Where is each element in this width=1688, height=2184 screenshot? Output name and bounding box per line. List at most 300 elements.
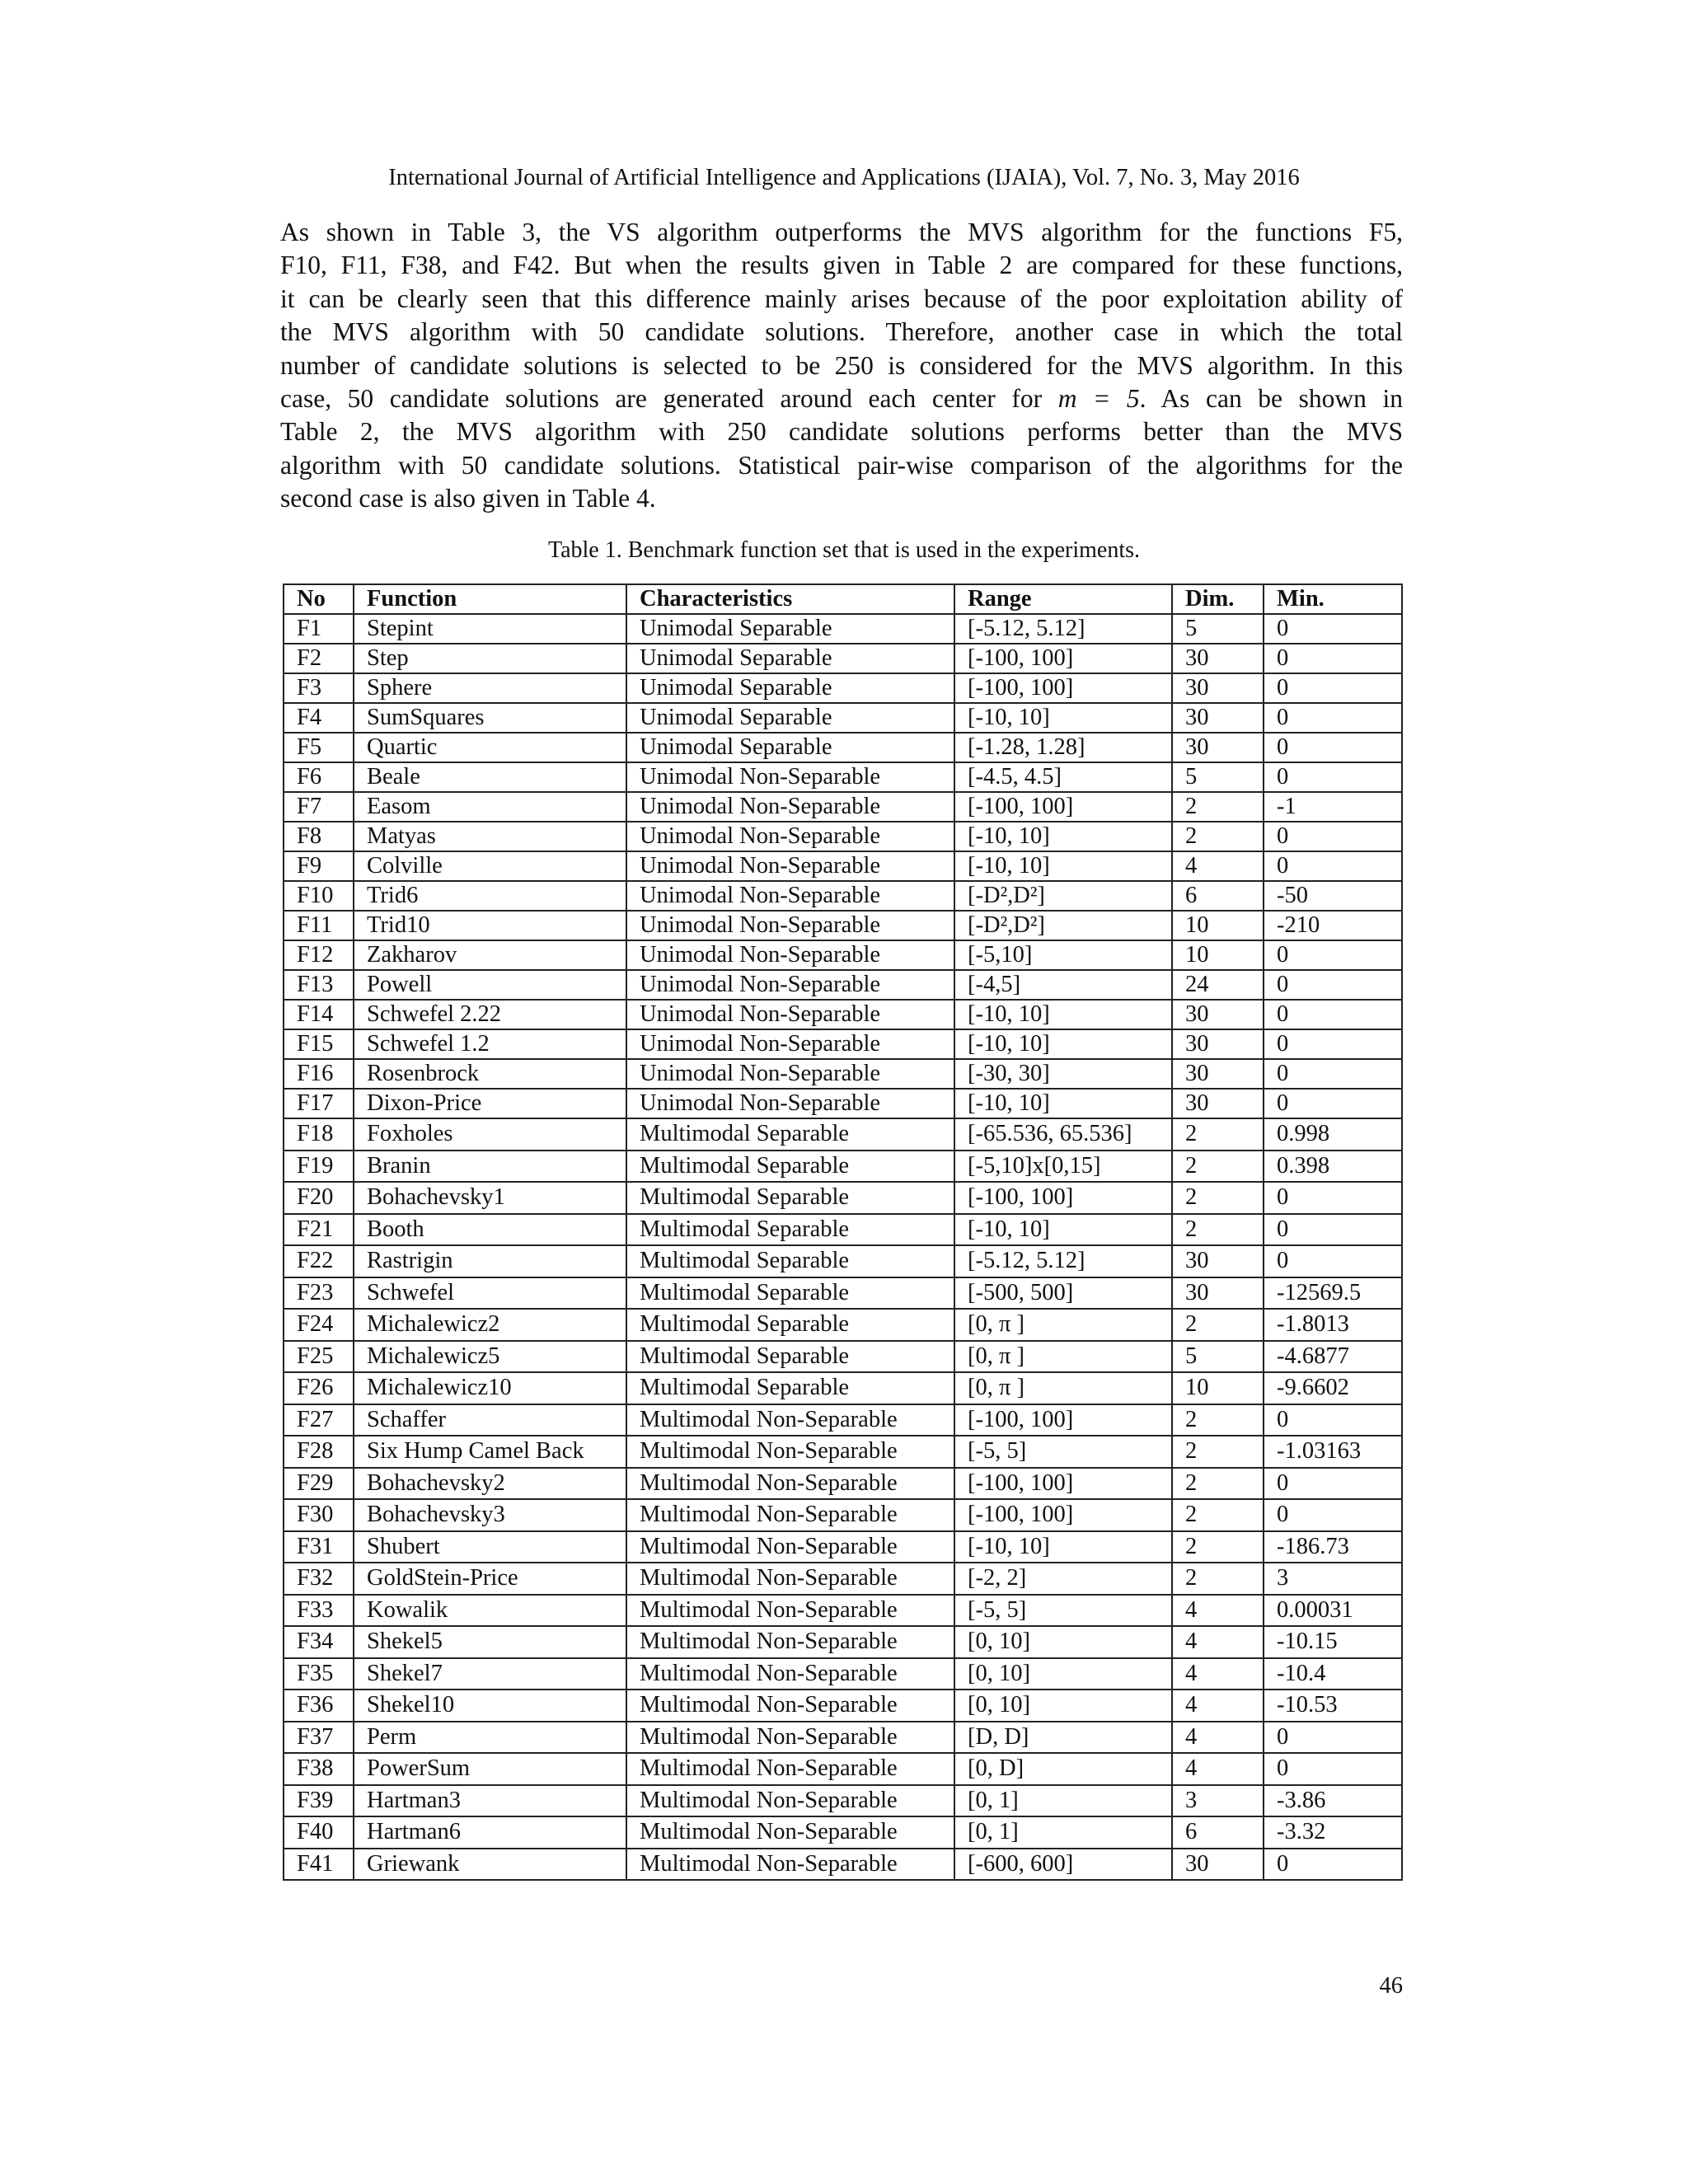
benchmark-function-table (283, 583, 1403, 1881)
cell-dim: 2 (1172, 1436, 1264, 1468)
cell-min: 0.998 (1264, 1118, 1402, 1151)
cell-characteristics: Multimodal Separable (626, 1151, 954, 1183)
cell-dim: 4 (1172, 1658, 1264, 1690)
cell-dim: 30 (1172, 1059, 1264, 1089)
cell-min: 0 (1264, 1029, 1402, 1059)
cell-range: [0, 10] (954, 1626, 1172, 1658)
cell-range: [-D²,D²] (954, 911, 1172, 940)
cell-range: [-D²,D²] (954, 881, 1172, 911)
cell-dim: 2 (1172, 1309, 1264, 1341)
cell-characteristics: Multimodal Separable (626, 1372, 954, 1404)
column-header-characteristics: Characteristics (626, 584, 954, 614)
cell-min: 0 (1264, 1245, 1402, 1277)
cell-dim: 6 (1172, 881, 1264, 911)
cell-min: 0 (1264, 1089, 1402, 1118)
cell-range: [-10, 10] (954, 822, 1172, 851)
cell-min: -10.53 (1264, 1690, 1402, 1722)
cell-range: [-1.28, 1.28] (954, 733, 1172, 762)
cell-dim: 6 (1172, 1816, 1264, 1849)
cell-no: F36 (284, 1690, 354, 1722)
cell-range: [0, 1] (954, 1785, 1172, 1817)
cell-no: F3 (284, 673, 354, 703)
cell-min: 0.398 (1264, 1151, 1402, 1183)
cell-function: Hartman6 (354, 1816, 626, 1849)
cell-no: F19 (284, 1151, 354, 1183)
cell-function: Michalewicz10 (354, 1372, 626, 1404)
cell-no: F18 (284, 1118, 354, 1151)
cell-no: F6 (284, 762, 354, 792)
cell-characteristics: Unimodal Non-Separable (626, 970, 954, 1000)
cell-dim: 4 (1172, 1753, 1264, 1785)
cell-min: 0 (1264, 1849, 1402, 1881)
cell-min: 0 (1264, 644, 1402, 673)
cell-min: 0 (1264, 1000, 1402, 1029)
cell-function: Sphere (354, 673, 626, 703)
cell-range: [-10, 10] (954, 703, 1172, 733)
cell-function: Rastrigin (354, 1245, 626, 1277)
cell-no: F23 (284, 1277, 354, 1310)
cell-no: F35 (284, 1658, 354, 1690)
cell-dim: 4 (1172, 1722, 1264, 1754)
cell-no: F30 (284, 1499, 354, 1531)
cell-range: [-2, 2] (954, 1563, 1172, 1595)
cell-range: [-5, 5] (954, 1595, 1172, 1627)
cell-dim: 30 (1172, 1000, 1264, 1029)
cell-function: Shekel10 (354, 1690, 626, 1722)
cell-range: [-100, 100] (954, 1182, 1172, 1214)
cell-characteristics: Unimodal Non-Separable (626, 851, 954, 881)
cell-min: -10.15 (1264, 1626, 1402, 1658)
cell-no: F4 (284, 703, 354, 733)
cell-no: F24 (284, 1309, 354, 1341)
cell-no: F39 (284, 1785, 354, 1817)
cell-range: [-4.5, 4.5] (954, 762, 1172, 792)
body-line-part: . As can be shown in (1139, 383, 1403, 413)
cell-characteristics: Unimodal Separable (626, 673, 954, 703)
cell-characteristics: Unimodal Non-Separable (626, 1059, 954, 1089)
cell-min: 3 (1264, 1563, 1402, 1595)
cell-function: Rosenbrock (354, 1059, 626, 1089)
cell-dim: 5 (1172, 762, 1264, 792)
cell-dim: 2 (1172, 1182, 1264, 1214)
cell-min: 0 (1264, 1722, 1402, 1754)
cell-dim: 2 (1172, 1499, 1264, 1531)
cell-range: [-600, 600] (954, 1849, 1172, 1881)
cell-dim: 4 (1172, 1690, 1264, 1722)
cell-no: F14 (284, 1000, 354, 1029)
cell-characteristics: Multimodal Non-Separable (626, 1816, 954, 1849)
cell-no: F11 (284, 911, 354, 940)
cell-characteristics: Multimodal Non-Separable (626, 1531, 954, 1563)
cell-characteristics: Multimodal Non-Separable (626, 1563, 954, 1595)
cell-no: F32 (284, 1563, 354, 1595)
cell-no: F21 (284, 1214, 354, 1246)
cell-range: [-5.12, 5.12] (954, 614, 1172, 644)
cell-no: F27 (284, 1404, 354, 1436)
cell-characteristics: Unimodal Non-Separable (626, 1029, 954, 1059)
table-row (284, 1816, 1402, 1849)
cell-dim: 30 (1172, 1029, 1264, 1059)
column-header-function: Function (354, 584, 626, 614)
body-line: second case is also given in Table 4. (280, 484, 656, 513)
table-row (284, 1404, 1402, 1436)
inline-math: m = 5 (1057, 383, 1140, 413)
cell-no: F25 (284, 1341, 354, 1373)
cell-min: -1.8013 (1264, 1309, 1402, 1341)
table-row (284, 1309, 1402, 1341)
cell-dim: 10 (1172, 1372, 1264, 1404)
cell-min: 0 (1264, 1753, 1402, 1785)
cell-range: [0, D] (954, 1753, 1172, 1785)
cell-range: [-4,5] (954, 970, 1172, 1000)
cell-no: F33 (284, 1595, 354, 1627)
cell-no: F40 (284, 1816, 354, 1849)
cell-dim: 24 (1172, 970, 1264, 1000)
table-row (284, 762, 1402, 792)
cell-range: [0, 1] (954, 1816, 1172, 1849)
cell-range: [-10, 10] (954, 1029, 1172, 1059)
cell-range: [-100, 100] (954, 792, 1172, 822)
cell-function: Perm (354, 1722, 626, 1754)
cell-min: 0 (1264, 1059, 1402, 1089)
cell-characteristics: Multimodal Non-Separable (626, 1404, 954, 1436)
cell-no: F37 (284, 1722, 354, 1754)
table-header-row (284, 584, 1402, 614)
table-row (284, 1563, 1402, 1595)
table-row (284, 822, 1402, 851)
cell-dim: 2 (1172, 792, 1264, 822)
cell-min: -186.73 (1264, 1531, 1402, 1563)
cell-function: Shekel7 (354, 1658, 626, 1690)
body-line: Table 2, the MVS algorithm with 250 candidate solutions performs better than the MVS (280, 417, 1403, 447)
body-line: As shown in Table 3, the VS algorithm outperforms the MVS algorithm for the functions F5, (280, 218, 1403, 246)
cell-dim: 30 (1172, 673, 1264, 703)
cell-min: 0 (1264, 1182, 1402, 1214)
cell-characteristics: Multimodal Non-Separable (626, 1499, 954, 1531)
cell-no: F20 (284, 1182, 354, 1214)
page-number: 46 (1379, 1973, 1403, 1999)
cell-min: 0 (1264, 1468, 1402, 1500)
cell-no: F26 (284, 1372, 354, 1404)
column-header-dim: Dim. (1172, 584, 1264, 614)
cell-range: [-100, 100] (954, 1468, 1172, 1500)
body-line: the MVS algorithm with 50 candidate solutions. Therefore, another case in which the total (280, 317, 1403, 347)
cell-function: Trid6 (354, 881, 626, 911)
table-row (284, 1531, 1402, 1563)
cell-dim: 2 (1172, 1118, 1264, 1151)
cell-range: [-5,10] (954, 940, 1172, 970)
cell-range: [-5, 5] (954, 1436, 1172, 1468)
cell-dim: 2 (1172, 1531, 1264, 1563)
cell-function: Trid10 (354, 911, 626, 940)
cell-characteristics: Multimodal Separable (626, 1341, 954, 1373)
cell-range: [-100, 100] (954, 1499, 1172, 1531)
cell-min: -50 (1264, 881, 1402, 911)
cell-range: [-10, 10] (954, 1089, 1172, 1118)
cell-function: Shekel5 (354, 1626, 626, 1658)
cell-characteristics: Unimodal Non-Separable (626, 940, 954, 970)
cell-characteristics: Multimodal Separable (626, 1214, 954, 1246)
cell-no: F9 (284, 851, 354, 881)
cell-function: Kowalik (354, 1595, 626, 1627)
cell-range: [-5,10]x[0,15] (954, 1151, 1172, 1183)
cell-no: F8 (284, 822, 354, 851)
cell-characteristics: Multimodal Non-Separable (626, 1436, 954, 1468)
cell-function: Bohachevsky1 (354, 1182, 626, 1214)
table-row (284, 1690, 1402, 1722)
cell-min: -1 (1264, 792, 1402, 822)
cell-characteristics: Unimodal Separable (626, 644, 954, 673)
cell-dim: 4 (1172, 1626, 1264, 1658)
table-row (284, 792, 1402, 822)
cell-function: Zakharov (354, 940, 626, 970)
cell-characteristics: Multimodal Non-Separable (626, 1626, 954, 1658)
cell-characteristics: Multimodal Non-Separable (626, 1468, 954, 1500)
table-row (284, 881, 1402, 911)
body-line-part: case, 50 candidate solutions are generated around each center for (280, 383, 1043, 413)
cell-dim: 30 (1172, 1245, 1264, 1277)
cell-characteristics: Unimodal Non-Separable (626, 762, 954, 792)
cell-function: Schwefel (354, 1277, 626, 1310)
cell-min: -10.4 (1264, 1658, 1402, 1690)
table-row (284, 1722, 1402, 1754)
table-row (284, 1245, 1402, 1277)
cell-min: -9.6602 (1264, 1372, 1402, 1404)
table-row (284, 1341, 1402, 1373)
cell-min: 0 (1264, 733, 1402, 762)
body-line: it can be clearly seen that this difference mainly arises because of the poor exploitation ability of (280, 284, 1403, 313)
cell-range: [0, 10] (954, 1690, 1172, 1722)
cell-range: [-100, 100] (954, 1404, 1172, 1436)
table-row (284, 644, 1402, 673)
cell-function: Dixon-Price (354, 1089, 626, 1118)
cell-function: Schwefel 1.2 (354, 1029, 626, 1059)
table-row (284, 1089, 1402, 1118)
table-row (284, 1468, 1402, 1500)
column-header-no: No (284, 584, 354, 614)
cell-function: Beale (354, 762, 626, 792)
cell-no: F13 (284, 970, 354, 1000)
cell-function: Colville (354, 851, 626, 881)
table-row (284, 673, 1402, 703)
cell-dim: 2 (1172, 1151, 1264, 1183)
cell-no: F15 (284, 1029, 354, 1059)
table-row (284, 970, 1402, 1000)
cell-function: GoldStein-Price (354, 1563, 626, 1595)
cell-function: Hartman3 (354, 1785, 626, 1817)
table-row (284, 1626, 1402, 1658)
cell-characteristics: Multimodal Non-Separable (626, 1595, 954, 1627)
cell-characteristics: Unimodal Non-Separable (626, 881, 954, 911)
cell-no: F34 (284, 1626, 354, 1658)
table-row (284, 1214, 1402, 1246)
table-row (284, 614, 1402, 644)
table-row (284, 1595, 1402, 1627)
cell-min: -210 (1264, 911, 1402, 940)
cell-no: F31 (284, 1531, 354, 1563)
cell-no: F41 (284, 1849, 354, 1881)
cell-min: -4.6877 (1264, 1341, 1402, 1373)
cell-dim: 30 (1172, 1849, 1264, 1881)
cell-no: F2 (284, 644, 354, 673)
cell-dim: 5 (1172, 614, 1264, 644)
cell-no: F7 (284, 792, 354, 822)
cell-function: Booth (354, 1214, 626, 1246)
cell-no: F10 (284, 881, 354, 911)
cell-characteristics: Multimodal Non-Separable (626, 1849, 954, 1881)
cell-characteristics: Multimodal Non-Separable (626, 1658, 954, 1690)
cell-min: 0 (1264, 703, 1402, 733)
cell-characteristics: Unimodal Non-Separable (626, 1000, 954, 1029)
cell-dim: 10 (1172, 911, 1264, 940)
cell-range: [D, D] (954, 1722, 1172, 1754)
cell-range: [-10, 10] (954, 1214, 1172, 1246)
cell-range: [-100, 100] (954, 644, 1172, 673)
table-row (284, 1059, 1402, 1089)
cell-characteristics: Multimodal Non-Separable (626, 1690, 954, 1722)
cell-min: 0 (1264, 762, 1402, 792)
cell-function: Quartic (354, 733, 626, 762)
column-header-range: Range (954, 584, 1172, 614)
cell-function: Easom (354, 792, 626, 822)
cell-characteristics: Multimodal Separable (626, 1118, 954, 1151)
cell-characteristics: Multimodal Non-Separable (626, 1785, 954, 1817)
cell-dim: 2 (1172, 1214, 1264, 1246)
table-row (284, 703, 1402, 733)
cell-no: F28 (284, 1436, 354, 1468)
table-row (284, 1277, 1402, 1310)
table-row (284, 1151, 1402, 1183)
table-row (284, 1849, 1402, 1881)
cell-dim: 30 (1172, 703, 1264, 733)
running-header: International Journal of Artificial Intelligence and Applications (IJAIA), Vol. 7, No. 3, May 2016 (388, 165, 1300, 190)
cell-function: Step (354, 644, 626, 673)
cell-function: SumSquares (354, 703, 626, 733)
cell-range: [-10, 10] (954, 1000, 1172, 1029)
table-body (284, 614, 1402, 1880)
body-paragraph (280, 216, 1403, 516)
cell-function: Schwefel 2.22 (354, 1000, 626, 1029)
cell-dim: 30 (1172, 733, 1264, 762)
cell-characteristics: Unimodal Separable (626, 703, 954, 733)
cell-no: F12 (284, 940, 354, 970)
cell-characteristics: Multimodal Non-Separable (626, 1722, 954, 1754)
cell-range: [0, π ] (954, 1341, 1172, 1373)
cell-dim: 2 (1172, 1404, 1264, 1436)
table-row (284, 1000, 1402, 1029)
cell-no: F29 (284, 1468, 354, 1500)
cell-characteristics: Multimodal Separable (626, 1309, 954, 1341)
cell-min: 0 (1264, 1214, 1402, 1246)
body-line: algorithm with 50 candidate solutions. Statistical pair-wise comparison of the algorithms for the (280, 450, 1403, 480)
table-row (284, 851, 1402, 881)
cell-dim: 2 (1172, 1468, 1264, 1500)
cell-range: [-30, 30] (954, 1059, 1172, 1089)
cell-dim: 3 (1172, 1785, 1264, 1817)
cell-characteristics: Multimodal Separable (626, 1245, 954, 1277)
cell-range: [-10, 10] (954, 1531, 1172, 1563)
cell-function: Powell (354, 970, 626, 1000)
cell-range: [-500, 500] (954, 1277, 1172, 1310)
cell-min: 0 (1264, 940, 1402, 970)
cell-range: [0, π ] (954, 1309, 1172, 1341)
cell-min: 0 (1264, 970, 1402, 1000)
cell-min: 0 (1264, 1404, 1402, 1436)
cell-function: Griewank (354, 1849, 626, 1881)
cell-no: F16 (284, 1059, 354, 1089)
cell-dim: 30 (1172, 644, 1264, 673)
cell-range: [-100, 100] (954, 673, 1172, 703)
cell-no: F22 (284, 1245, 354, 1277)
cell-min: -1.03163 (1264, 1436, 1402, 1468)
table-row (284, 1658, 1402, 1690)
body-line: F10, F11, F38, and F42. But when the results given in Table 2 are compared for these functions, (280, 251, 1403, 280)
cell-characteristics: Multimodal Separable (626, 1277, 954, 1310)
cell-min: -12569.5 (1264, 1277, 1402, 1310)
cell-dim: 2 (1172, 1563, 1264, 1595)
table-row (284, 1753, 1402, 1785)
cell-characteristics: Unimodal Non-Separable (626, 911, 954, 940)
table-row (284, 1029, 1402, 1059)
cell-min: -3.32 (1264, 1816, 1402, 1849)
cell-no: F17 (284, 1089, 354, 1118)
cell-characteristics: Unimodal Non-Separable (626, 792, 954, 822)
body-line-with-math (280, 382, 1403, 415)
table-row (284, 733, 1402, 762)
table-row (284, 911, 1402, 940)
cell-min: 0 (1264, 673, 1402, 703)
cell-min: 0 (1264, 822, 1402, 851)
cell-function: Schaffer (354, 1404, 626, 1436)
cell-characteristics: Unimodal Separable (626, 614, 954, 644)
cell-dim: 30 (1172, 1277, 1264, 1310)
cell-no: F38 (284, 1753, 354, 1785)
cell-function: Six Hump Camel Back (354, 1436, 626, 1468)
table-caption: Table 1. Benchmark function set that is used in the experiments. (547, 537, 1141, 563)
table-row (284, 1182, 1402, 1214)
cell-range: [0, 10] (954, 1658, 1172, 1690)
cell-dim: 4 (1172, 1595, 1264, 1627)
table-row (284, 1118, 1402, 1151)
cell-dim: 2 (1172, 822, 1264, 851)
cell-function: Shubert (354, 1531, 626, 1563)
cell-range: [-65.536, 65.536] (954, 1118, 1172, 1151)
body-line: number of candidate solutions is selected to be 250 is considered for the MVS algorithm. In this (280, 350, 1403, 380)
cell-dim: 10 (1172, 940, 1264, 970)
cell-function: Bohachevsky3 (354, 1499, 626, 1531)
cell-function: Stepint (354, 614, 626, 644)
column-header-min: Min. (1264, 584, 1402, 614)
cell-characteristics: Unimodal Non-Separable (626, 1089, 954, 1118)
cell-function: Branin (354, 1151, 626, 1183)
cell-function: Michalewicz5 (354, 1341, 626, 1373)
cell-characteristics: Unimodal Non-Separable (626, 822, 954, 851)
cell-characteristics: Multimodal Separable (626, 1182, 954, 1214)
cell-min: 0 (1264, 614, 1402, 644)
cell-function: Matyas (354, 822, 626, 851)
cell-no: F1 (284, 614, 354, 644)
cell-dim: 30 (1172, 1089, 1264, 1118)
cell-characteristics: Unimodal Separable (626, 733, 954, 762)
cell-min: 0 (1264, 851, 1402, 881)
table-row (284, 940, 1402, 970)
table-row (284, 1436, 1402, 1468)
cell-dim: 4 (1172, 851, 1264, 881)
cell-dim: 5 (1172, 1341, 1264, 1373)
table-row (284, 1499, 1402, 1531)
cell-min: 0.00031 (1264, 1595, 1402, 1627)
cell-min: 0 (1264, 1499, 1402, 1531)
